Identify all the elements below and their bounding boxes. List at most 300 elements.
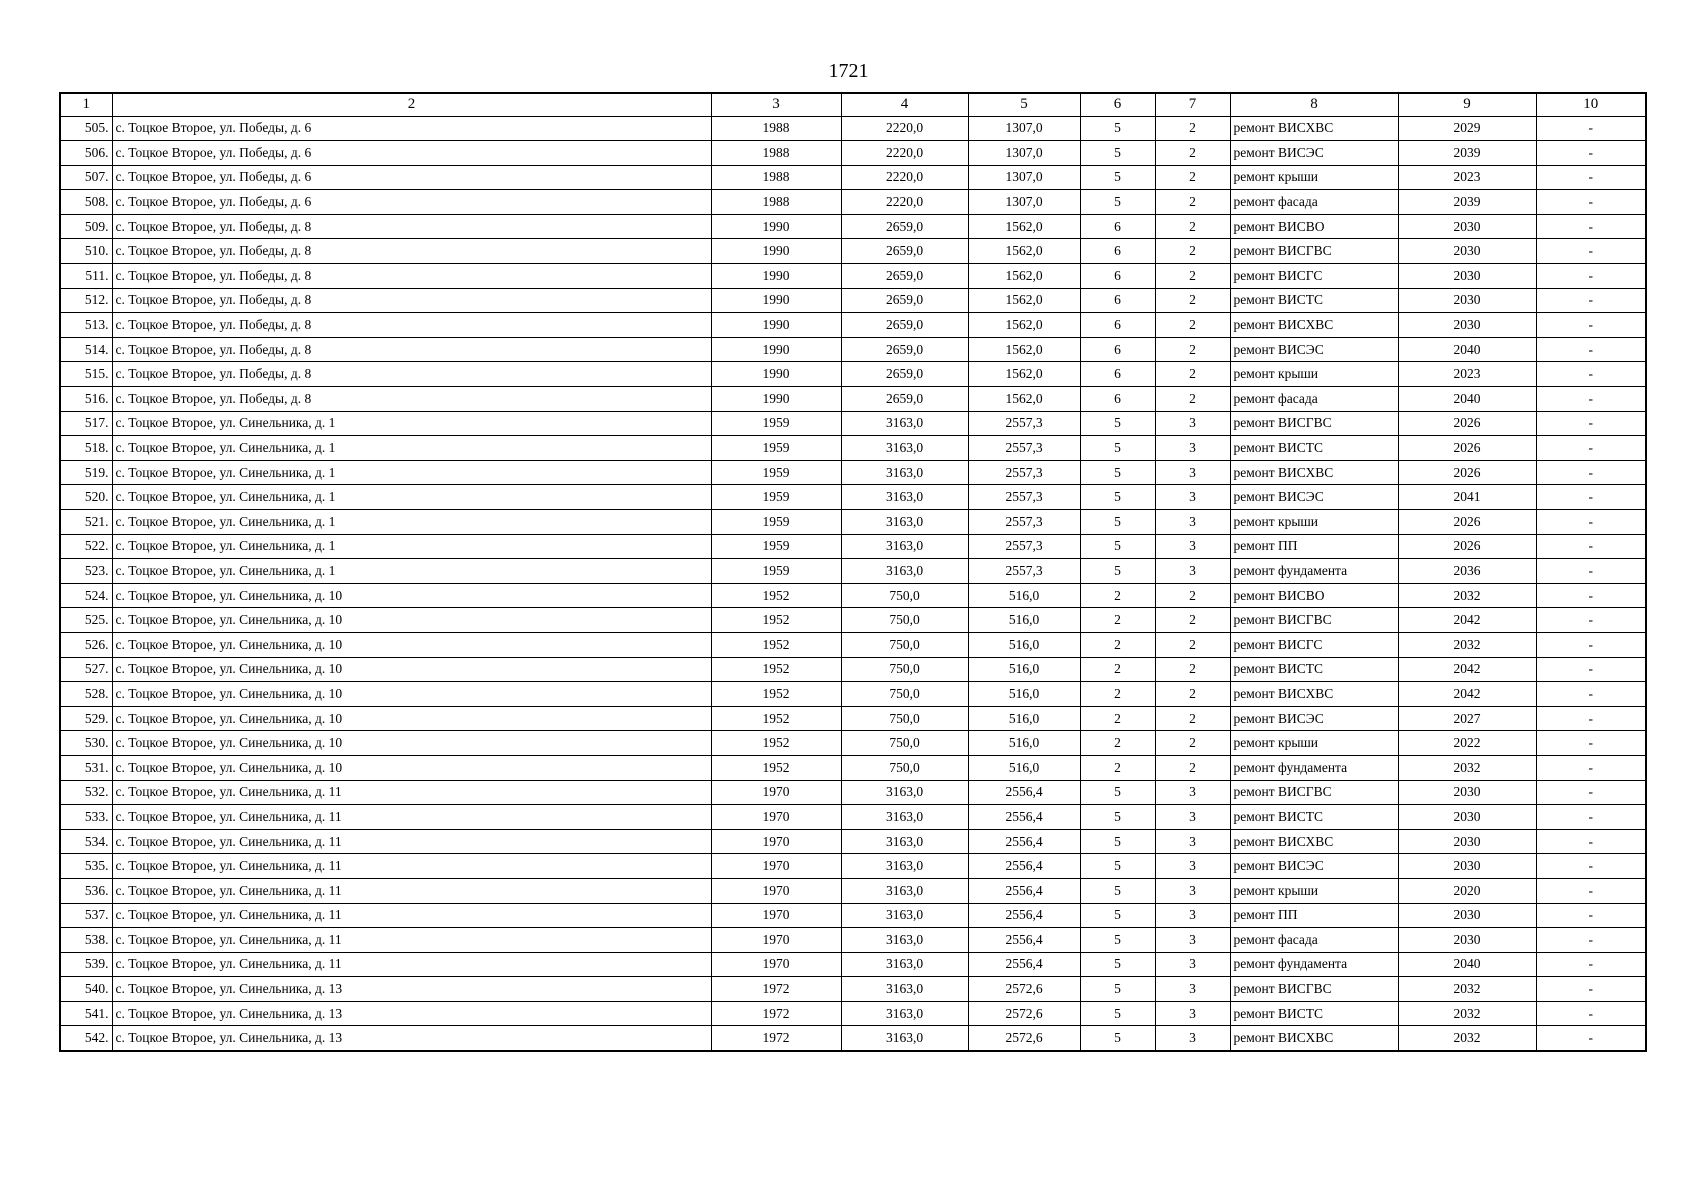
table-row bbox=[60, 780, 1646, 805]
cell-work-type: ремонт ВИСТС bbox=[1230, 1001, 1398, 1026]
cell-work-type: ремонт ВИСГВС bbox=[1230, 780, 1398, 805]
table-row bbox=[60, 731, 1646, 756]
table-row bbox=[60, 682, 1646, 707]
cell-work-type: ремонт ВИСТС bbox=[1230, 805, 1398, 830]
cell-living-area: 516,0 bbox=[968, 608, 1080, 633]
cell-year-built: 1952 bbox=[711, 583, 841, 608]
cell-work-type: ремонт ВИСТС bbox=[1230, 288, 1398, 313]
cell-row-number: 527. bbox=[60, 657, 112, 682]
cell-planned-year: 2029 bbox=[1398, 116, 1536, 141]
cell-total-area: 2659,0 bbox=[841, 362, 968, 387]
cell-address: с. Тоцкое Второе, ул. Синельника, д. 11 bbox=[112, 878, 711, 903]
cell-planned-year: 2027 bbox=[1398, 706, 1536, 731]
cell-address: с. Тоцкое Второе, ул. Синельника, д. 1 bbox=[112, 436, 711, 461]
cell-total-area: 750,0 bbox=[841, 657, 968, 682]
cell-planned-year: 2032 bbox=[1398, 1026, 1536, 1051]
cell-year-built: 1990 bbox=[711, 288, 841, 313]
table-row bbox=[60, 387, 1646, 412]
cell-living-area: 1307,0 bbox=[968, 165, 1080, 190]
cell-total-area: 2220,0 bbox=[841, 190, 968, 215]
cell-work-type: ремонт ВИСХВС bbox=[1230, 116, 1398, 141]
cell-entrances: 2 bbox=[1155, 682, 1230, 707]
cell-living-area: 2557,3 bbox=[968, 559, 1080, 584]
cell-entrances: 3 bbox=[1155, 952, 1230, 977]
cell-row-number: 524. bbox=[60, 583, 112, 608]
cell-total-area: 3163,0 bbox=[841, 903, 968, 928]
cell-address: с. Тоцкое Второе, ул. Победы, д. 8 bbox=[112, 239, 711, 264]
cell-floors: 2 bbox=[1080, 682, 1155, 707]
cell-living-area: 2557,3 bbox=[968, 485, 1080, 510]
table-row bbox=[60, 313, 1646, 338]
cell-floors: 2 bbox=[1080, 657, 1155, 682]
cell-row-number: 523. bbox=[60, 559, 112, 584]
cell-floors: 5 bbox=[1080, 436, 1155, 461]
cell-year-built: 1988 bbox=[711, 141, 841, 166]
cell-notes: - bbox=[1536, 903, 1646, 928]
cell-total-area: 2220,0 bbox=[841, 141, 968, 166]
cell-notes: - bbox=[1536, 657, 1646, 682]
cell-total-area: 3163,0 bbox=[841, 510, 968, 535]
cell-entrances: 3 bbox=[1155, 411, 1230, 436]
cell-address: с. Тоцкое Второе, ул. Синельника, д. 1 bbox=[112, 559, 711, 584]
cell-floors: 2 bbox=[1080, 632, 1155, 657]
cell-address: с. Тоцкое Второе, ул. Синельника, д. 1 bbox=[112, 460, 711, 485]
cell-total-area: 3163,0 bbox=[841, 411, 968, 436]
cell-work-type: ремонт ВИСГВС bbox=[1230, 977, 1398, 1002]
cell-floors: 5 bbox=[1080, 977, 1155, 1002]
cell-entrances: 3 bbox=[1155, 1026, 1230, 1051]
cell-year-built: 1952 bbox=[711, 632, 841, 657]
cell-row-number: 520. bbox=[60, 485, 112, 510]
cell-total-area: 2659,0 bbox=[841, 288, 968, 313]
cell-row-number: 505. bbox=[60, 116, 112, 141]
cell-year-built: 1959 bbox=[711, 534, 841, 559]
cell-floors: 2 bbox=[1080, 755, 1155, 780]
cell-total-area: 3163,0 bbox=[841, 559, 968, 584]
cell-entrances: 3 bbox=[1155, 485, 1230, 510]
cell-address: с. Тоцкое Второе, ул. Синельника, д. 10 bbox=[112, 682, 711, 707]
table-row bbox=[60, 854, 1646, 879]
cell-work-type: ремонт ВИСТС bbox=[1230, 436, 1398, 461]
cell-work-type: ремонт крыши bbox=[1230, 878, 1398, 903]
cell-total-area: 750,0 bbox=[841, 632, 968, 657]
cell-address: с. Тоцкое Второе, ул. Синельника, д. 10 bbox=[112, 608, 711, 633]
cell-address: с. Тоцкое Второе, ул. Синельника, д. 1 bbox=[112, 534, 711, 559]
cell-notes: - bbox=[1536, 313, 1646, 338]
cell-entrances: 3 bbox=[1155, 460, 1230, 485]
column-header: 5 bbox=[968, 93, 1080, 116]
cell-address: с. Тоцкое Второе, ул. Победы, д. 8 bbox=[112, 288, 711, 313]
cell-planned-year: 2042 bbox=[1398, 682, 1536, 707]
cell-floors: 6 bbox=[1080, 288, 1155, 313]
cell-planned-year: 2040 bbox=[1398, 387, 1536, 412]
cell-planned-year: 2026 bbox=[1398, 411, 1536, 436]
table-row bbox=[60, 337, 1646, 362]
cell-planned-year: 2026 bbox=[1398, 534, 1536, 559]
cell-living-area: 2556,4 bbox=[968, 854, 1080, 879]
cell-planned-year: 2030 bbox=[1398, 288, 1536, 313]
cell-floors: 6 bbox=[1080, 387, 1155, 412]
cell-total-area: 2220,0 bbox=[841, 116, 968, 141]
cell-living-area: 2572,6 bbox=[968, 977, 1080, 1002]
table-row bbox=[60, 510, 1646, 535]
table-row bbox=[60, 1001, 1646, 1026]
cell-work-type: ремонт фундамента bbox=[1230, 952, 1398, 977]
cell-year-built: 1990 bbox=[711, 264, 841, 289]
cell-total-area: 750,0 bbox=[841, 731, 968, 756]
cell-entrances: 3 bbox=[1155, 510, 1230, 535]
cell-work-type: ремонт ВИСХВС bbox=[1230, 1026, 1398, 1051]
cell-notes: - bbox=[1536, 682, 1646, 707]
cell-planned-year: 2032 bbox=[1398, 977, 1536, 1002]
cell-row-number: 541. bbox=[60, 1001, 112, 1026]
cell-address: с. Тоцкое Второе, ул. Победы, д. 6 bbox=[112, 141, 711, 166]
cell-year-built: 1988 bbox=[711, 190, 841, 215]
cell-notes: - bbox=[1536, 829, 1646, 854]
cell-living-area: 2572,6 bbox=[968, 1001, 1080, 1026]
table-row bbox=[60, 1026, 1646, 1051]
cell-row-number: 535. bbox=[60, 854, 112, 879]
cell-row-number: 513. bbox=[60, 313, 112, 338]
cell-row-number: 530. bbox=[60, 731, 112, 756]
table-row bbox=[60, 903, 1646, 928]
cell-notes: - bbox=[1536, 731, 1646, 756]
cell-work-type: ремонт крыши bbox=[1230, 510, 1398, 535]
cell-living-area: 1307,0 bbox=[968, 141, 1080, 166]
cell-work-type: ремонт ВИСХВС bbox=[1230, 313, 1398, 338]
cell-floors: 6 bbox=[1080, 214, 1155, 239]
table-row bbox=[60, 706, 1646, 731]
cell-address: с. Тоцкое Второе, ул. Синельника, д. 13 bbox=[112, 1026, 711, 1051]
cell-floors: 5 bbox=[1080, 460, 1155, 485]
cell-planned-year: 2026 bbox=[1398, 460, 1536, 485]
cell-total-area: 3163,0 bbox=[841, 436, 968, 461]
cell-total-area: 750,0 bbox=[841, 755, 968, 780]
cell-address: с. Тоцкое Второе, ул. Синельника, д. 1 bbox=[112, 411, 711, 436]
cell-notes: - bbox=[1536, 190, 1646, 215]
column-header: 1 bbox=[60, 93, 112, 116]
cell-notes: - bbox=[1536, 755, 1646, 780]
header-row bbox=[60, 93, 1646, 116]
cell-living-area: 1562,0 bbox=[968, 337, 1080, 362]
cell-planned-year: 2032 bbox=[1398, 755, 1536, 780]
cell-year-built: 1970 bbox=[711, 854, 841, 879]
cell-address: с. Тоцкое Второе, ул. Синельника, д. 13 bbox=[112, 977, 711, 1002]
table-body bbox=[60, 116, 1646, 1051]
cell-notes: - bbox=[1536, 436, 1646, 461]
table-row bbox=[60, 977, 1646, 1002]
cell-work-type: ремонт ВИСГС bbox=[1230, 632, 1398, 657]
cell-notes: - bbox=[1536, 632, 1646, 657]
cell-notes: - bbox=[1536, 411, 1646, 436]
cell-total-area: 3163,0 bbox=[841, 928, 968, 953]
cell-living-area: 2556,4 bbox=[968, 878, 1080, 903]
cell-living-area: 2557,3 bbox=[968, 460, 1080, 485]
cell-planned-year: 2030 bbox=[1398, 829, 1536, 854]
cell-living-area: 1562,0 bbox=[968, 313, 1080, 338]
cell-address: с. Тоцкое Второе, ул. Синельника, д. 10 bbox=[112, 731, 711, 756]
cell-notes: - bbox=[1536, 559, 1646, 584]
cell-year-built: 1988 bbox=[711, 165, 841, 190]
cell-notes: - bbox=[1536, 1001, 1646, 1026]
cell-living-area: 1307,0 bbox=[968, 190, 1080, 215]
cell-row-number: 533. bbox=[60, 805, 112, 830]
cell-work-type: ремонт ВИСВО bbox=[1230, 214, 1398, 239]
cell-work-type: ремонт ВИСХВС bbox=[1230, 829, 1398, 854]
cell-total-area: 2220,0 bbox=[841, 165, 968, 190]
cell-address: с. Тоцкое Второе, ул. Синельника, д. 1 bbox=[112, 510, 711, 535]
cell-row-number: 528. bbox=[60, 682, 112, 707]
cell-floors: 5 bbox=[1080, 1026, 1155, 1051]
cell-year-built: 1990 bbox=[711, 214, 841, 239]
cell-planned-year: 2042 bbox=[1398, 608, 1536, 633]
cell-notes: - bbox=[1536, 387, 1646, 412]
cell-floors: 6 bbox=[1080, 337, 1155, 362]
table-row bbox=[60, 952, 1646, 977]
cell-notes: - bbox=[1536, 165, 1646, 190]
cell-year-built: 1988 bbox=[711, 116, 841, 141]
cell-work-type: ремонт фундамента bbox=[1230, 755, 1398, 780]
cell-entrances: 3 bbox=[1155, 878, 1230, 903]
cell-notes: - bbox=[1536, 337, 1646, 362]
cell-planned-year: 2040 bbox=[1398, 337, 1536, 362]
cell-year-built: 1970 bbox=[711, 780, 841, 805]
cell-living-area: 1307,0 bbox=[968, 116, 1080, 141]
cell-living-area: 516,0 bbox=[968, 682, 1080, 707]
cell-planned-year: 2042 bbox=[1398, 657, 1536, 682]
table-row bbox=[60, 239, 1646, 264]
cell-total-area: 750,0 bbox=[841, 583, 968, 608]
cell-address: с. Тоцкое Второе, ул. Победы, д. 6 bbox=[112, 165, 711, 190]
cell-row-number: 512. bbox=[60, 288, 112, 313]
page-number: 1721 bbox=[828, 60, 869, 82]
cell-floors: 5 bbox=[1080, 829, 1155, 854]
cell-work-type: ремонт ВИСЭС bbox=[1230, 337, 1398, 362]
cell-living-area: 2572,6 bbox=[968, 1026, 1080, 1051]
cell-entrances: 2 bbox=[1155, 165, 1230, 190]
cell-planned-year: 2032 bbox=[1398, 632, 1536, 657]
cell-entrances: 3 bbox=[1155, 436, 1230, 461]
cell-address: с. Тоцкое Второе, ул. Победы, д. 8 bbox=[112, 214, 711, 239]
cell-row-number: 525. bbox=[60, 608, 112, 633]
cell-address: с. Тоцкое Второе, ул. Синельника, д. 11 bbox=[112, 928, 711, 953]
cell-living-area: 516,0 bbox=[968, 755, 1080, 780]
cell-total-area: 3163,0 bbox=[841, 534, 968, 559]
cell-row-number: 526. bbox=[60, 632, 112, 657]
cell-work-type: ремонт ВИСГВС bbox=[1230, 239, 1398, 264]
cell-entrances: 3 bbox=[1155, 534, 1230, 559]
cell-year-built: 1970 bbox=[711, 903, 841, 928]
cell-year-built: 1972 bbox=[711, 977, 841, 1002]
cell-work-type: ремонт фундамента bbox=[1230, 559, 1398, 584]
cell-notes: - bbox=[1536, 485, 1646, 510]
cell-year-built: 1990 bbox=[711, 387, 841, 412]
cell-total-area: 2659,0 bbox=[841, 313, 968, 338]
cell-notes: - bbox=[1536, 928, 1646, 953]
cell-living-area: 2556,4 bbox=[968, 903, 1080, 928]
cell-entrances: 3 bbox=[1155, 854, 1230, 879]
cell-row-number: 522. bbox=[60, 534, 112, 559]
cell-work-type: ремонт ВИСТС bbox=[1230, 657, 1398, 682]
cell-entrances: 2 bbox=[1155, 387, 1230, 412]
cell-entrances: 2 bbox=[1155, 190, 1230, 215]
cell-living-area: 2557,3 bbox=[968, 436, 1080, 461]
cell-work-type: ремонт крыши bbox=[1230, 165, 1398, 190]
cell-year-built: 1972 bbox=[711, 1001, 841, 1026]
cell-floors: 6 bbox=[1080, 264, 1155, 289]
cell-year-built: 1990 bbox=[711, 337, 841, 362]
repair-schedule-table bbox=[59, 92, 1647, 1052]
cell-planned-year: 2039 bbox=[1398, 141, 1536, 166]
cell-row-number: 511. bbox=[60, 264, 112, 289]
cell-planned-year: 2030 bbox=[1398, 805, 1536, 830]
table-row bbox=[60, 165, 1646, 190]
cell-work-type: ремонт ПП bbox=[1230, 903, 1398, 928]
cell-row-number: 542. bbox=[60, 1026, 112, 1051]
table-row bbox=[60, 214, 1646, 239]
cell-work-type: ремонт ВИСЭС bbox=[1230, 854, 1398, 879]
cell-entrances: 3 bbox=[1155, 829, 1230, 854]
cell-entrances: 2 bbox=[1155, 731, 1230, 756]
cell-year-built: 1970 bbox=[711, 878, 841, 903]
cell-total-area: 3163,0 bbox=[841, 1001, 968, 1026]
column-header: 10 bbox=[1536, 93, 1646, 116]
cell-floors: 5 bbox=[1080, 780, 1155, 805]
cell-planned-year: 2023 bbox=[1398, 165, 1536, 190]
cell-entrances: 2 bbox=[1155, 755, 1230, 780]
table-row bbox=[60, 411, 1646, 436]
cell-living-area: 1562,0 bbox=[968, 362, 1080, 387]
cell-entrances: 2 bbox=[1155, 706, 1230, 731]
cell-row-number: 515. bbox=[60, 362, 112, 387]
cell-year-built: 1959 bbox=[711, 559, 841, 584]
cell-living-area: 2557,3 bbox=[968, 411, 1080, 436]
cell-total-area: 3163,0 bbox=[841, 780, 968, 805]
cell-year-built: 1952 bbox=[711, 608, 841, 633]
cell-year-built: 1990 bbox=[711, 313, 841, 338]
table-row bbox=[60, 116, 1646, 141]
cell-living-area: 1562,0 bbox=[968, 288, 1080, 313]
cell-year-built: 1952 bbox=[711, 706, 841, 731]
cell-row-number: 519. bbox=[60, 460, 112, 485]
cell-planned-year: 2022 bbox=[1398, 731, 1536, 756]
cell-row-number: 506. bbox=[60, 141, 112, 166]
cell-row-number: 517. bbox=[60, 411, 112, 436]
cell-notes: - bbox=[1536, 214, 1646, 239]
cell-floors: 2 bbox=[1080, 583, 1155, 608]
cell-row-number: 534. bbox=[60, 829, 112, 854]
cell-entrances: 3 bbox=[1155, 805, 1230, 830]
cell-living-area: 1562,0 bbox=[968, 214, 1080, 239]
cell-floors: 5 bbox=[1080, 141, 1155, 166]
table-row bbox=[60, 928, 1646, 953]
cell-planned-year: 2036 bbox=[1398, 559, 1536, 584]
cell-year-built: 1970 bbox=[711, 952, 841, 977]
column-header: 4 bbox=[841, 93, 968, 116]
cell-notes: - bbox=[1536, 288, 1646, 313]
cell-entrances: 3 bbox=[1155, 977, 1230, 1002]
cell-row-number: 539. bbox=[60, 952, 112, 977]
cell-address: с. Тоцкое Второе, ул. Победы, д. 8 bbox=[112, 362, 711, 387]
cell-notes: - bbox=[1536, 362, 1646, 387]
cell-planned-year: 2030 bbox=[1398, 780, 1536, 805]
cell-total-area: 3163,0 bbox=[841, 829, 968, 854]
cell-floors: 5 bbox=[1080, 878, 1155, 903]
table-row bbox=[60, 436, 1646, 461]
cell-entrances: 2 bbox=[1155, 657, 1230, 682]
cell-entrances: 2 bbox=[1155, 214, 1230, 239]
cell-planned-year: 2026 bbox=[1398, 436, 1536, 461]
table-row bbox=[60, 141, 1646, 166]
cell-living-area: 516,0 bbox=[968, 731, 1080, 756]
cell-planned-year: 2020 bbox=[1398, 878, 1536, 903]
cell-floors: 5 bbox=[1080, 805, 1155, 830]
cell-total-area: 3163,0 bbox=[841, 460, 968, 485]
cell-planned-year: 2032 bbox=[1398, 583, 1536, 608]
column-header: 2 bbox=[112, 93, 711, 116]
cell-total-area: 3163,0 bbox=[841, 878, 968, 903]
cell-total-area: 2659,0 bbox=[841, 239, 968, 264]
cell-year-built: 1952 bbox=[711, 755, 841, 780]
cell-work-type: ремонт фасада bbox=[1230, 190, 1398, 215]
cell-work-type: ремонт ВИСХВС bbox=[1230, 460, 1398, 485]
cell-planned-year: 2032 bbox=[1398, 1001, 1536, 1026]
cell-notes: - bbox=[1536, 510, 1646, 535]
cell-living-area: 2557,3 bbox=[968, 534, 1080, 559]
cell-year-built: 1959 bbox=[711, 460, 841, 485]
cell-work-type: ремонт ПП bbox=[1230, 534, 1398, 559]
cell-floors: 5 bbox=[1080, 854, 1155, 879]
cell-notes: - bbox=[1536, 878, 1646, 903]
cell-year-built: 1970 bbox=[711, 805, 841, 830]
cell-planned-year: 2026 bbox=[1398, 510, 1536, 535]
cell-floors: 6 bbox=[1080, 362, 1155, 387]
cell-living-area: 2557,3 bbox=[968, 510, 1080, 535]
cell-year-built: 1959 bbox=[711, 411, 841, 436]
cell-entrances: 2 bbox=[1155, 313, 1230, 338]
cell-total-area: 750,0 bbox=[841, 682, 968, 707]
cell-total-area: 3163,0 bbox=[841, 977, 968, 1002]
table-row bbox=[60, 829, 1646, 854]
cell-address: с. Тоцкое Второе, ул. Синельника, д. 11 bbox=[112, 829, 711, 854]
cell-living-area: 2556,4 bbox=[968, 829, 1080, 854]
cell-floors: 5 bbox=[1080, 411, 1155, 436]
cell-planned-year: 2039 bbox=[1398, 190, 1536, 215]
cell-total-area: 2659,0 bbox=[841, 387, 968, 412]
cell-notes: - bbox=[1536, 706, 1646, 731]
cell-address: с. Тоцкое Второе, ул. Победы, д. 6 bbox=[112, 116, 711, 141]
cell-address: с. Тоцкое Второе, ул. Синельника, д. 1 bbox=[112, 485, 711, 510]
cell-work-type: ремонт крыши bbox=[1230, 362, 1398, 387]
cell-entrances: 2 bbox=[1155, 632, 1230, 657]
cell-year-built: 1970 bbox=[711, 928, 841, 953]
cell-planned-year: 2023 bbox=[1398, 362, 1536, 387]
cell-floors: 5 bbox=[1080, 1001, 1155, 1026]
cell-entrances: 2 bbox=[1155, 116, 1230, 141]
cell-floors: 2 bbox=[1080, 731, 1155, 756]
cell-work-type: ремонт фасада bbox=[1230, 387, 1398, 412]
cell-living-area: 1562,0 bbox=[968, 387, 1080, 412]
cell-row-number: 507. bbox=[60, 165, 112, 190]
cell-address: с. Тоцкое Второе, ул. Синельника, д. 11 bbox=[112, 903, 711, 928]
cell-floors: 5 bbox=[1080, 534, 1155, 559]
column-header: 7 bbox=[1155, 93, 1230, 116]
cell-floors: 5 bbox=[1080, 903, 1155, 928]
cell-notes: - bbox=[1536, 1026, 1646, 1051]
cell-entrances: 2 bbox=[1155, 141, 1230, 166]
cell-planned-year: 2041 bbox=[1398, 485, 1536, 510]
cell-entrances: 2 bbox=[1155, 288, 1230, 313]
